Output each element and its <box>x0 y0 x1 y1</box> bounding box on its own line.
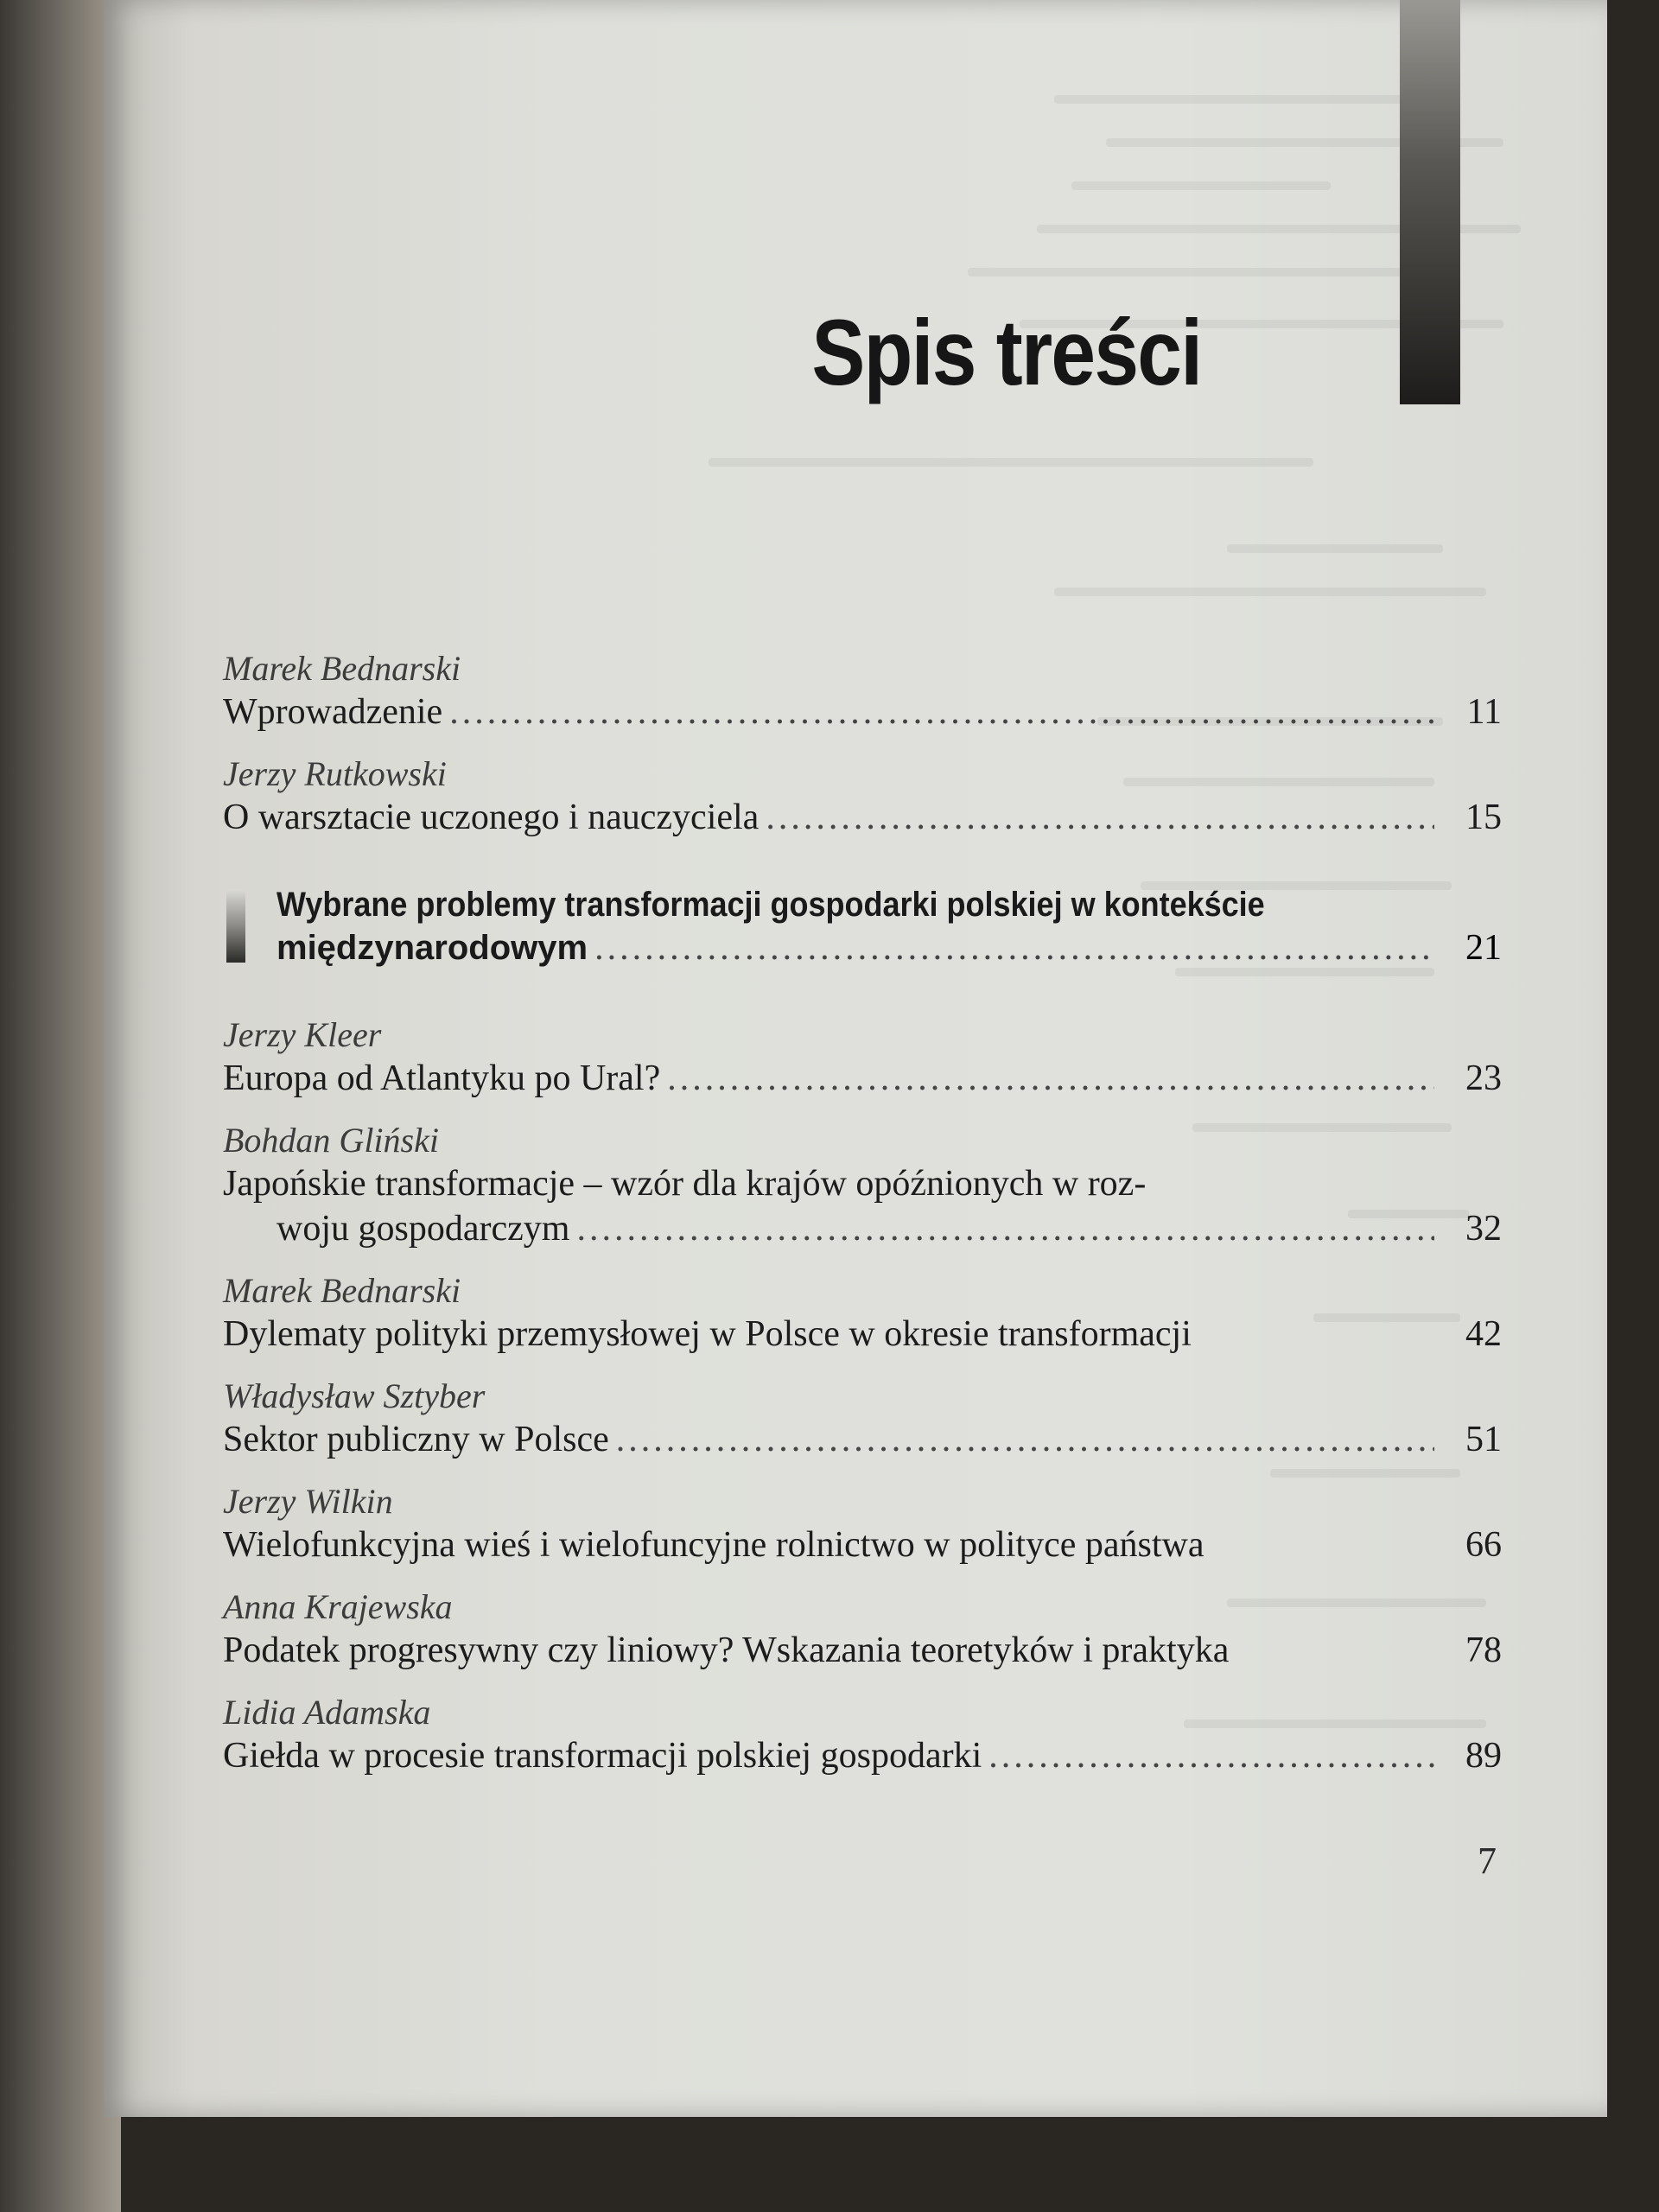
toc-entry <box>223 1270 1502 1357</box>
section-heading <box>223 883 1502 969</box>
section-row <box>276 926 1502 969</box>
table-of-contents <box>223 648 1502 1778</box>
entry-author: Anna Krajewska <box>223 1587 453 1626</box>
entry-title: Sektor publiczny w Polsce <box>223 1420 609 1459</box>
entry-title: Giełda w procesie transformacji polskiej gospodarki <box>223 1736 982 1776</box>
entry-author: Lidia Adamska <box>223 1693 431 1732</box>
entry-page: 11 <box>1466 692 1502 732</box>
entry-author: Jerzy Rutkowski <box>223 754 447 793</box>
entry-row <box>223 690 1502 734</box>
toc-entry <box>223 1481 1502 1567</box>
page-number: 7 <box>1478 1840 1497 1882</box>
entry-row <box>223 1733 1502 1778</box>
entry-row <box>223 795 1502 840</box>
entry-title: Dylematy polityki przemysłowej w Polsce w okresie transformacji <box>223 1314 1192 1354</box>
entry-row <box>223 1417 1502 1462</box>
title-accent-bar <box>1400 0 1460 404</box>
toc-entry <box>223 1692 1502 1778</box>
leader-dots <box>766 795 1434 840</box>
entry-page: 66 <box>1465 1525 1502 1565</box>
book-page <box>104 0 1607 2117</box>
entry-row <box>223 1161 1502 1206</box>
entry-title: Wprowadzenie <box>223 692 443 732</box>
entry-title: Japońskie transformacje – wzór dla krajów opóźnionych w roz- <box>223 1164 1147 1204</box>
entry-page: 89 <box>1465 1736 1502 1776</box>
toc-entry <box>223 1014 1502 1101</box>
entry-author: Bohdan Gliński <box>223 1121 439 1160</box>
leader-dots <box>988 1733 1434 1778</box>
entry-row <box>223 1628 1502 1673</box>
leader-dots <box>449 690 1434 734</box>
entry-page: 32 <box>1465 1209 1502 1249</box>
entry-title: Podatek progresywny czy liniowy? Wskazania teoretyków i praktyka <box>223 1630 1230 1670</box>
entry-author: Marek Bednarski <box>223 1271 461 1310</box>
entry-page: 42 <box>1465 1314 1502 1354</box>
entry-title: Wielofunkcyjna wieś i wielofuncyjne rolnictwo w polityce państwa <box>223 1525 1205 1565</box>
entry-title: Europa od Atlantyku po Ural? <box>223 1058 661 1098</box>
entry-author: Władysław Sztyber <box>223 1376 486 1415</box>
entry-page: 78 <box>1465 1630 1502 1670</box>
leader-dots <box>616 1417 1434 1462</box>
leader-dots <box>667 1056 1434 1101</box>
section-title-line2: międzynarodowym <box>276 929 588 967</box>
entry-title: O warsztacie uczonego i nauczyciela <box>223 798 760 837</box>
toc-entry <box>223 648 1502 734</box>
page-title: Spis treści <box>811 300 1201 404</box>
section-title-line1: Wybrane problemy transformacji gospodarki polskiej w kontekście <box>276 886 1265 924</box>
entry-author: Jerzy Wilkin <box>223 1482 393 1521</box>
toc-entry <box>223 753 1502 840</box>
toc-entry <box>223 1376 1502 1462</box>
entry-title-continued: woju gospodarczym <box>276 1209 570 1249</box>
leader-dots <box>594 927 1434 969</box>
entry-author: Jerzy Kleer <box>223 1015 382 1054</box>
entry-row-continued <box>223 1206 1502 1251</box>
section-page: 21 <box>1465 928 1502 968</box>
toc-entry <box>223 1120 1502 1251</box>
entry-page: 23 <box>1465 1058 1502 1098</box>
entry-row <box>223 1312 1502 1357</box>
entry-row <box>223 1056 1502 1101</box>
entry-author: Marek Bednarski <box>223 649 461 688</box>
section-marker <box>226 890 245 963</box>
entry-page: 51 <box>1465 1420 1502 1459</box>
entry-page: 15 <box>1465 798 1502 837</box>
book-spine <box>0 0 121 2212</box>
toc-entry <box>223 1586 1502 1673</box>
entry-row <box>223 1522 1502 1567</box>
leader-dots <box>576 1206 1434 1251</box>
